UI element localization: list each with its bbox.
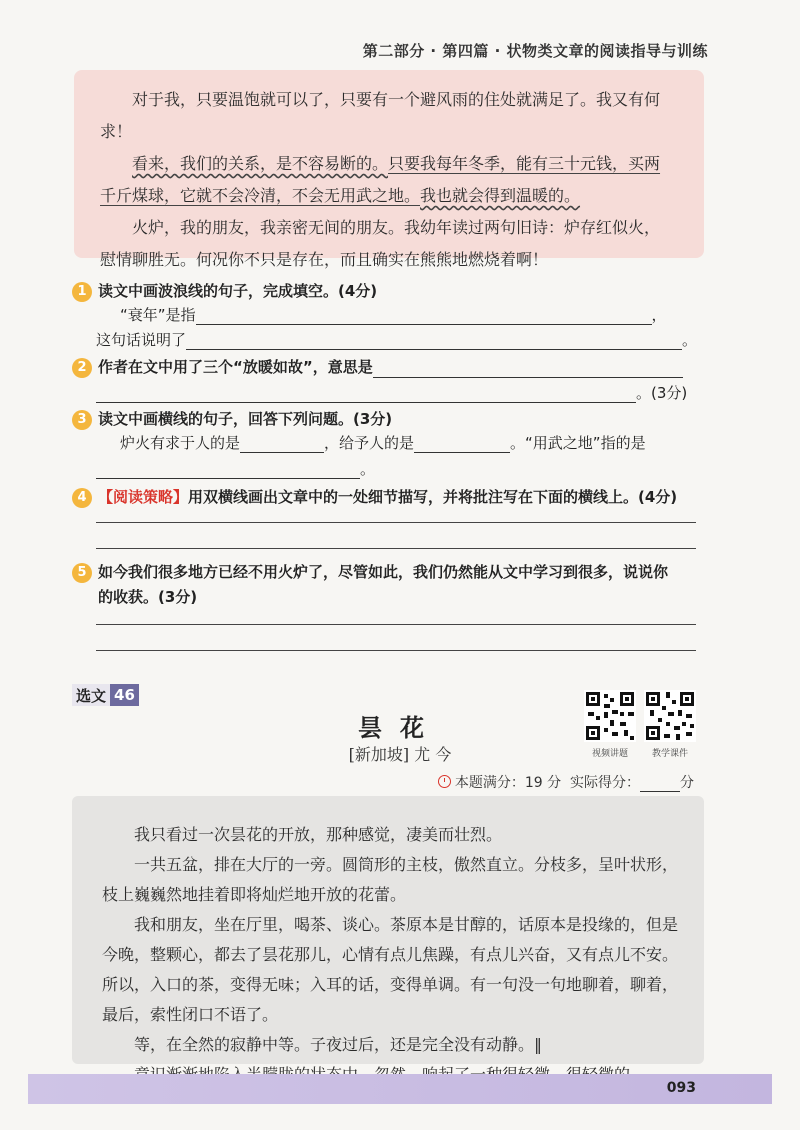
answer-blank[interactable]	[96, 460, 360, 479]
reading-paragraph: 我和朋友，坐在厅里，喝茶、谈心。茶原本是甘醇的，话原本是投缘的，但是今晚，整颗心，都去了昙花那儿，心情有点儿焦躁，有点儿兴奋，又有点儿不安。所以，入口的茶，变得无味；入耳的话，变得单调。有一句没一句地聊着，聊着，最后，索性闭口不语了。	[102, 915, 679, 1024]
passage-paragraph	[100, 148, 674, 212]
answer-line[interactable]	[96, 522, 696, 523]
wavy-underlined-sentence: 看来，我们的关系，是不容易断的。	[132, 154, 389, 173]
clock-icon	[438, 775, 451, 788]
qr-label-courseware: 教学课件	[651, 749, 688, 759]
q3-prompt-a: 炉火有求于人的是	[120, 434, 241, 452]
qr-code-icon[interactable]	[644, 690, 696, 742]
question-number: 2	[72, 358, 92, 378]
question-4	[72, 486, 677, 508]
question-text: 读文中画波浪线的句子，完成填空。(4分)	[98, 282, 378, 300]
q1-line-1	[120, 304, 667, 325]
underlined-sentence: 只要我每年冬季，能有三十元钱，买两千斤煤球，它就不会冷清，不会无用武之地。	[100, 154, 661, 205]
footer-band	[28, 1074, 772, 1104]
answer-blank[interactable]	[373, 359, 683, 378]
punct: ，	[651, 306, 667, 324]
q2-tail: 。(3分)	[636, 384, 688, 402]
answer-line[interactable]	[96, 650, 696, 651]
article-author: [新加坡] 尤 今	[348, 745, 452, 764]
punct: 。	[360, 460, 376, 478]
question-number: 4	[72, 488, 92, 508]
q3-line-1	[120, 432, 646, 453]
article-title: 昙花	[358, 713, 442, 742]
answer-blank[interactable]	[186, 331, 682, 350]
question-text: 如今我们很多地方已经不用火炉了，尽管如此，我们仍然能从文中学习到很多，说说你	[98, 563, 669, 581]
qr-label-video: 视频讲题	[591, 749, 628, 759]
passage-paragraph: 火炉，我的朋友，我亲密无间的朋友。我幼年读过两句旧诗：炉存红似火，慰情聊胜无。何况你不只是存在，而且确实在熊熊地燃烧着啊！	[100, 218, 661, 269]
reading-paragraph: 等，在全然的寂静中等。子夜过后，还是完全没有动静。‖	[134, 1035, 543, 1054]
wavy-underlined-sentence: 我也就会得到温暖的。	[420, 186, 581, 205]
answer-blank[interactable]	[414, 434, 510, 453]
question-2	[72, 356, 683, 378]
q1-prompt-1: “衰年”是指	[120, 306, 196, 324]
answer-line[interactable]	[96, 624, 696, 625]
answer-blank[interactable]	[240, 434, 324, 453]
punct: 。	[682, 331, 698, 349]
full-score: 本题满分：19 分	[454, 775, 562, 791]
reading-strategy-tag: 【阅读策略】	[98, 488, 189, 506]
page-header: 第二部分 · 第四篇 · 状物类文章的阅读指导与训练	[362, 42, 708, 60]
question-1	[72, 280, 377, 302]
q1-prompt-2: 这句话说明了	[96, 331, 187, 349]
q1-line-2	[96, 329, 697, 350]
selection-number: 46	[110, 684, 139, 706]
question-text: 的收获。(3分)	[98, 588, 198, 606]
qr-code-icon[interactable]	[584, 690, 636, 742]
q3-prompt-c: 。“用武之地”指的是	[510, 434, 646, 452]
answer-line[interactable]	[96, 548, 696, 549]
reading-passage	[72, 796, 704, 1064]
score-unit: 分	[680, 775, 694, 791]
score-line	[438, 772, 694, 792]
answer-blank[interactable]	[96, 384, 636, 403]
actual-score-label: 实际得分：	[570, 775, 640, 791]
score-blank[interactable]	[640, 777, 680, 792]
passage-excerpt	[74, 70, 704, 269]
question-text: 作者在文中用了三个“放暖如故”，意思是	[98, 358, 373, 376]
reading-paragraph: 我只看过一次昙花的开放，那种感觉，凄美而壮烈。	[134, 825, 503, 844]
q3-line-2	[96, 458, 375, 479]
q2-line-2	[96, 382, 687, 403]
question-number: 3	[72, 410, 92, 430]
question-5	[72, 560, 702, 610]
reading-paragraph: 一共五盆，排在大厅的一旁。圆筒形的主枝，傲然直立。分枝多，呈叶状形，枝上巍巍然地挂着即将灿烂地开放的花蕾。	[102, 855, 679, 904]
page-number: 093	[666, 1080, 696, 1096]
q3-prompt-b: ，给予人的是	[324, 434, 415, 452]
selection-label: 选文	[76, 686, 107, 705]
passage-paragraph: 对于我，只要温饱就可以了，只要有一个避风雨的住处就满足了。我又有何求！	[100, 90, 661, 141]
question-number: 5	[72, 563, 92, 583]
question-3	[72, 408, 392, 430]
question-number: 1	[72, 282, 92, 302]
question-text: 读文中画横线的句子，回答下列问题。(3分)	[98, 410, 393, 428]
question-text: 用双横线画出文章中的一处细节描写，并将批注写在下面的横线上。(4分)	[188, 488, 678, 506]
selection-tag	[72, 684, 139, 706]
answer-blank[interactable]	[196, 306, 652, 325]
